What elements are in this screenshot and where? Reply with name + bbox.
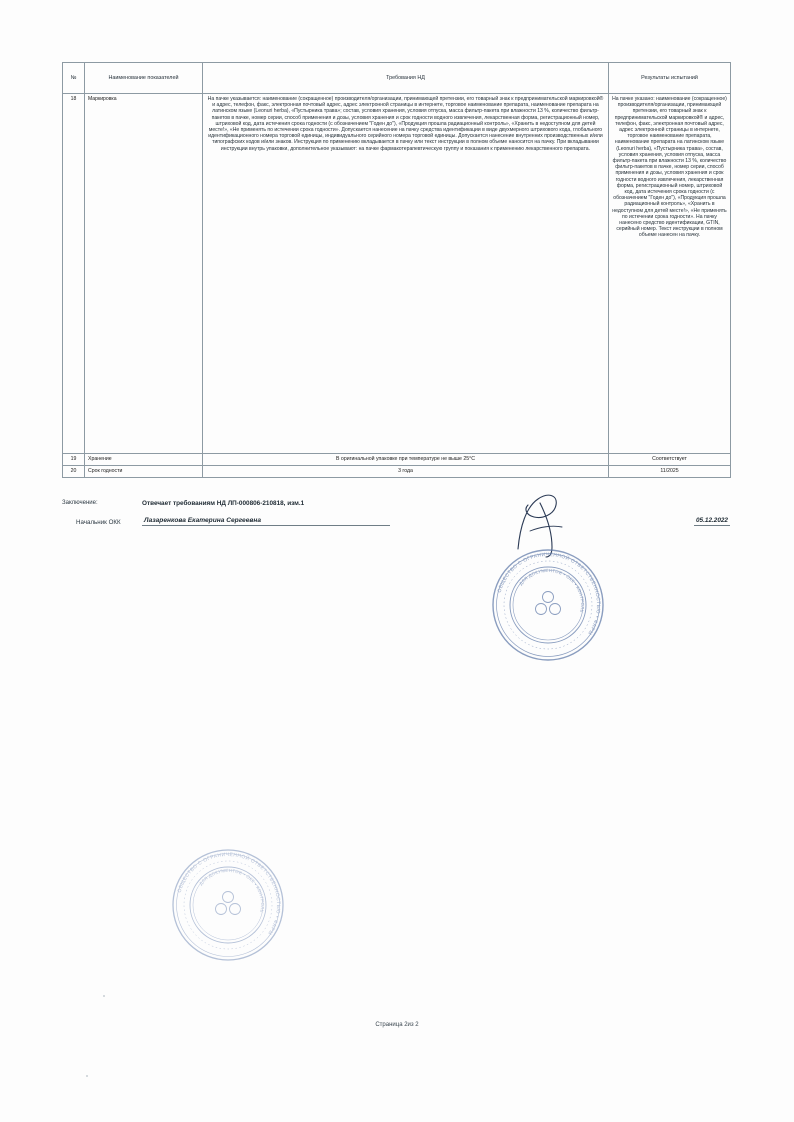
row-result: На пачке указано: наименование (сокращенное) производителя/организации, принимающей претензии, его товарный знак к предпринимательской маркировкой® и адрес, телефон, факс, электронная почтовый адрес, адрес электронной страницы в интернете, торговое наименование препарата, наименование препарата на латинском языке (Leonuri herba), «Пустырника трава», состав, условия хранения, условия отпуска, масса фильтр-пакета при влажности 13 %, количество фильтр-пакетов в пачке, номер серии, способ применения и дозы, условия хранения и срок годности водного извлечения, лекарственная форма, регистрационный номер, штриховой код, дата истечения срока годности (с обозначением "Годен до"), «Продукция прошла радиационный контроль», «Хранить в недоступном для детей месте!», «Не применять по истечении срока годности». На пачку нанесено средство идентификации, GTIN, серийный номер. Текст инструкции в полном объеме нанесен на пачку. [609, 94, 731, 454]
secondary-round-stamp [168, 845, 288, 965]
signer-title: Начальник ОКК [76, 519, 121, 526]
table-body [63, 94, 731, 478]
test-results-table [62, 62, 731, 478]
row-requirement: На пачке указывается: наименование (сокращенное) производителя/организации, принимающей претензии, его товарный знак к предпринимательской маркировкой® и адрес, телефон, факс, электронная почтовый адрес, адрес электронной страницы в интернете, торговое наименование препарата, наименование препарата на латинском языке (Leonuri herba), «Пустырника трава»; состав, условия хранения, условия отпуска, масса фильтр-пакета при влажности 13 %, количество фильтр-пакетов в пачке, номер серии, способ применения и дозы, условия хранения и срок годности водного извлечения, лекарственная форма, регистрационный номер, штриховой код, дата истечения срока годности (с обозначением "Годен до"), «Продукция прошла радиационный контроль», «Хранить в недоступном для детей месте!», «Не применять по истечении срока годности». Допускается нанесение на пачку средства идентификации в виде двухмерного штрихового кода, глобального идентификационного номера торговой единицы, индивидуального серийного номера торговой единицы. Допускается нанесение внутренних производственных и/или типографских кодов и/или знаков. Инструкция по применению вкладывается в пачку или текст инструкции в полном объеме наносится на пачку. При вкладывании инструкции внутрь упаковки, дополнительное указывают: на пачке фармакотерапевтическую группу и показания к применению лекарственного препарата. [203, 94, 609, 454]
column-header-requirement: Требования НД [203, 63, 609, 94]
row-parameter-name: Срок годности [85, 466, 203, 478]
official-round-stamp [488, 545, 608, 665]
row-result: Соответствует [609, 454, 731, 466]
row-result: 11/2025 [609, 466, 731, 478]
row-parameter-name: Маркировка [85, 94, 203, 454]
conclusion-value: Отвечает требованиям НД ЛП-000806-210818, изм.1 [142, 500, 305, 507]
scan-speck [86, 1075, 88, 1077]
svg-text:ОБЩЕСТВО С ОГРАНИЧЕННОЙ ОТВЕТС: ОБЩЕСТВО С ОГРАНИЧЕННОЙ ОТВЕТСТВЕННОСТЬЮ • ФАРМ [176, 851, 282, 936]
signer-name: Лазаренкова Екатерина Сергеевна [142, 517, 390, 526]
page-footer: Страница 2из 2 [375, 1022, 419, 1028]
row-requirement: В оригинальной упаковке при температуре не выше 25°С [203, 454, 609, 466]
signature-date: 05.12.2022 [696, 517, 728, 524]
table-row [63, 466, 731, 478]
svg-text:ДЛЯ ДОКУМЕНТОВ • ОКК • КОНТРОЛ: ДЛЯ ДОКУМЕНТОВ • ОКК • КОНТРОЛЬ [198, 867, 266, 914]
table-row [63, 454, 731, 466]
conclusion-label: Заключение: [62, 500, 98, 506]
column-header-no: № [63, 63, 85, 94]
row-number: 19 [63, 454, 85, 466]
row-number: 18 [63, 94, 85, 454]
table-header [63, 63, 731, 94]
table-row [63, 94, 731, 454]
svg-text:ДЛЯ ДОКУМЕНТОВ • ОКК • КОНТРОЛ: ДЛЯ ДОКУМЕНТОВ • ОКК • КОНТРОЛЬ [518, 567, 586, 614]
row-parameter-name: Хранение [85, 454, 203, 466]
conclusion-row [62, 500, 730, 507]
column-header-name: Наименование показателей [85, 63, 203, 94]
signature-row [62, 517, 730, 526]
column-header-result: Результаты испытаний [609, 63, 731, 94]
row-requirement: 3 года [203, 466, 609, 478]
row-number: 20 [63, 466, 85, 478]
table-header-row [63, 63, 731, 94]
scan-speck [103, 995, 105, 997]
conclusion-block [62, 500, 730, 526]
svg-text:ОБЩЕСТВО С ОГРАНИЧЕННОЙ ОТВЕТС: ОБЩЕСТВО С ОГРАНИЧЕННОЙ ОТВЕТСТВЕННОСТЬЮ • ФАРМ [496, 551, 602, 636]
